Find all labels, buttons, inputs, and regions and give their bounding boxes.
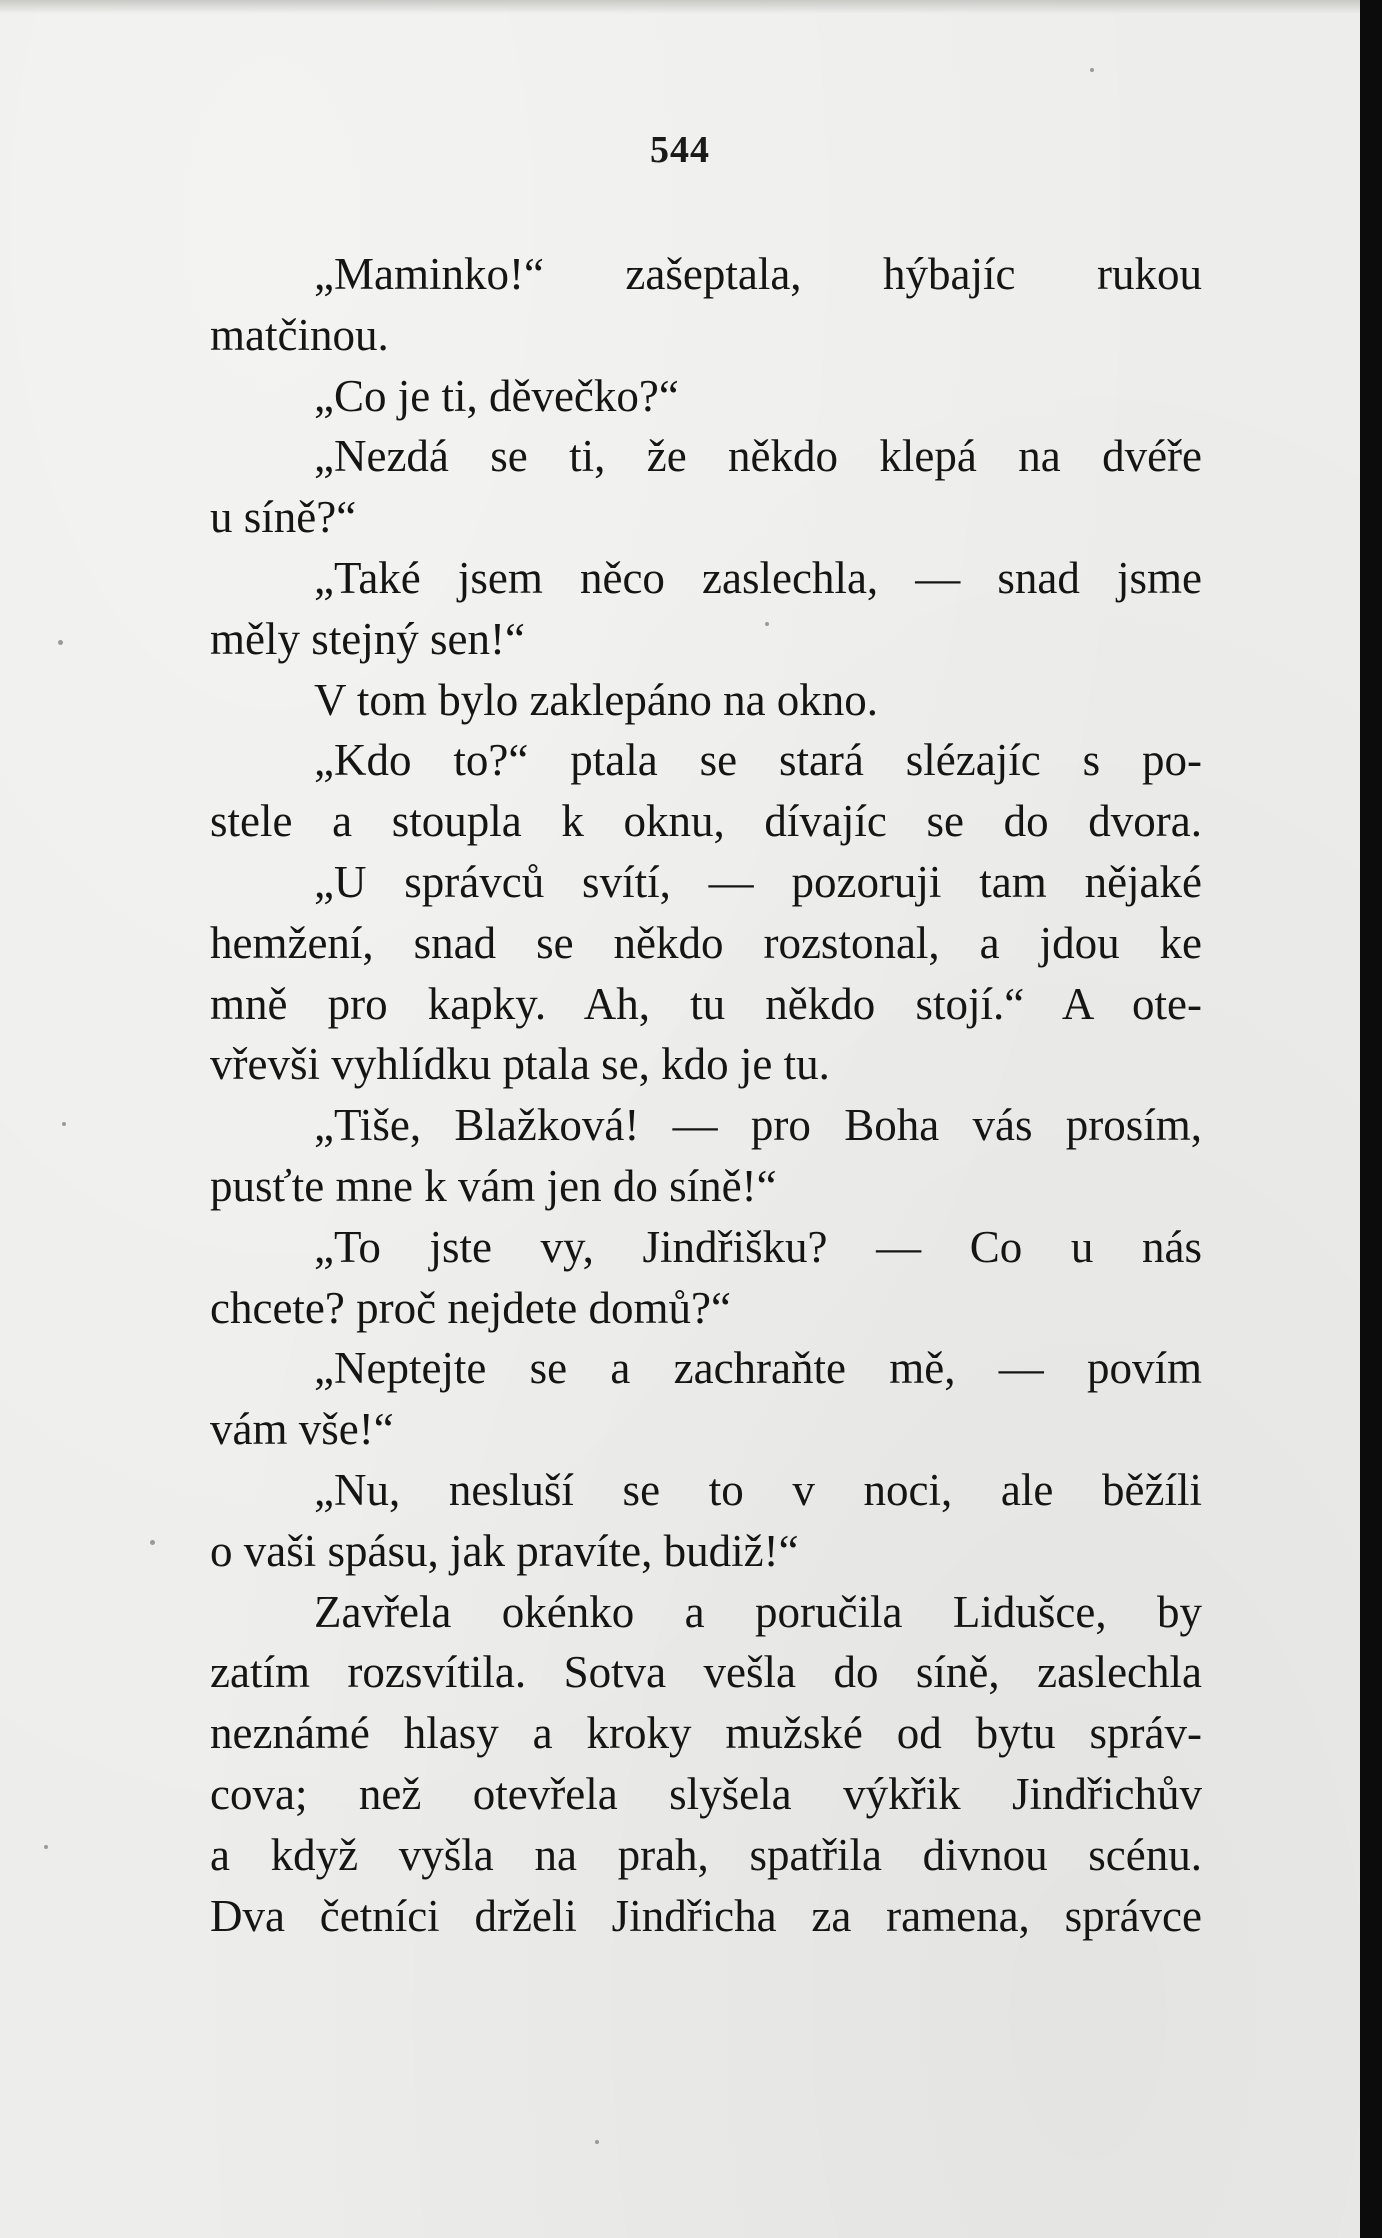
text-line: „Nezdá se ti, že někdo klepá na dvéře [314, 431, 1202, 482]
text-line: Dva četníci drželi Jindřicha za ramena, správce [210, 1890, 1202, 1941]
paper-speck [62, 1122, 66, 1126]
text-line: pusťte mne k vám jen do síně!“ [210, 1160, 777, 1211]
text-line: stele a stoupla k oknu, dívajíc se do dvora. [210, 796, 1202, 847]
text-line: o vaši spásu, jak pravíte, budiž!“ [210, 1525, 799, 1576]
text-line: hemžení, snad se někdo rozstonal, a jdou ke [210, 917, 1202, 968]
paper-speck [58, 640, 63, 645]
text-line: a když vyšla na prah, spatřila divnou scénu. [210, 1829, 1202, 1880]
text-line: u síně?“ [210, 492, 357, 543]
text-line: chcete? proč nejdete domů?“ [210, 1282, 731, 1333]
paper-speck [595, 2140, 599, 2144]
page-number: 544 [650, 129, 710, 171]
paper-speck [1090, 68, 1094, 72]
text-line: mně pro kapky. Ah, tu někdo stojí.“ A ote- [210, 978, 1202, 1029]
text-line: Zavřela okénko a poručila Lidušce, by [314, 1586, 1202, 1637]
text-line: „Co je ti, děvečko?“ [314, 370, 679, 421]
text-line: V tom bylo zaklepáno na okno. [314, 674, 879, 725]
book-edge-shadow [1360, 0, 1382, 2238]
body-text [210, 244, 1202, 1946]
text-line: neznámé hlasy a kroky mužské od bytu správ- [210, 1708, 1202, 1759]
text-line: zatím rozsvítila. Sotva vešla do síně, zaslechla [210, 1647, 1202, 1698]
paper-speck [150, 1540, 155, 1545]
page-top-shadow [0, 0, 1360, 14]
paper-speck [44, 1845, 48, 1849]
text-line: měly stejný sen!“ [210, 613, 525, 664]
text-line: „Nu, nesluší se to v noci, ale běžíli [314, 1464, 1202, 1515]
text-line: „Tiše, Blažková! — pro Boha vás prosím, [314, 1100, 1202, 1151]
text-line: „Také jsem něco zaslechla, — snad jsme [314, 552, 1202, 603]
text-line: „Maminko!“ zašeptala, hýbajíc rukou [314, 249, 1202, 299]
text-line: „Neptejte se a zachraňte mě, — povím [314, 1343, 1202, 1394]
text-line: matčinou. [210, 309, 389, 360]
text-line: „Kdo to?“ ptala se stará slézajíc s po- [314, 735, 1202, 786]
text-line: vřevši vyhlídku ptala se, kdo je tu. [210, 1039, 830, 1090]
text-line: „To jste vy, Jindřišku? — Co u nás [314, 1221, 1202, 1272]
text-line: cova; než otevřela slyšela výkřik Jindřichův [210, 1768, 1202, 1819]
text-line: „U správců svítí, — pozoruji tam nějaké [314, 856, 1202, 907]
text-line: vám vše!“ [210, 1404, 394, 1455]
